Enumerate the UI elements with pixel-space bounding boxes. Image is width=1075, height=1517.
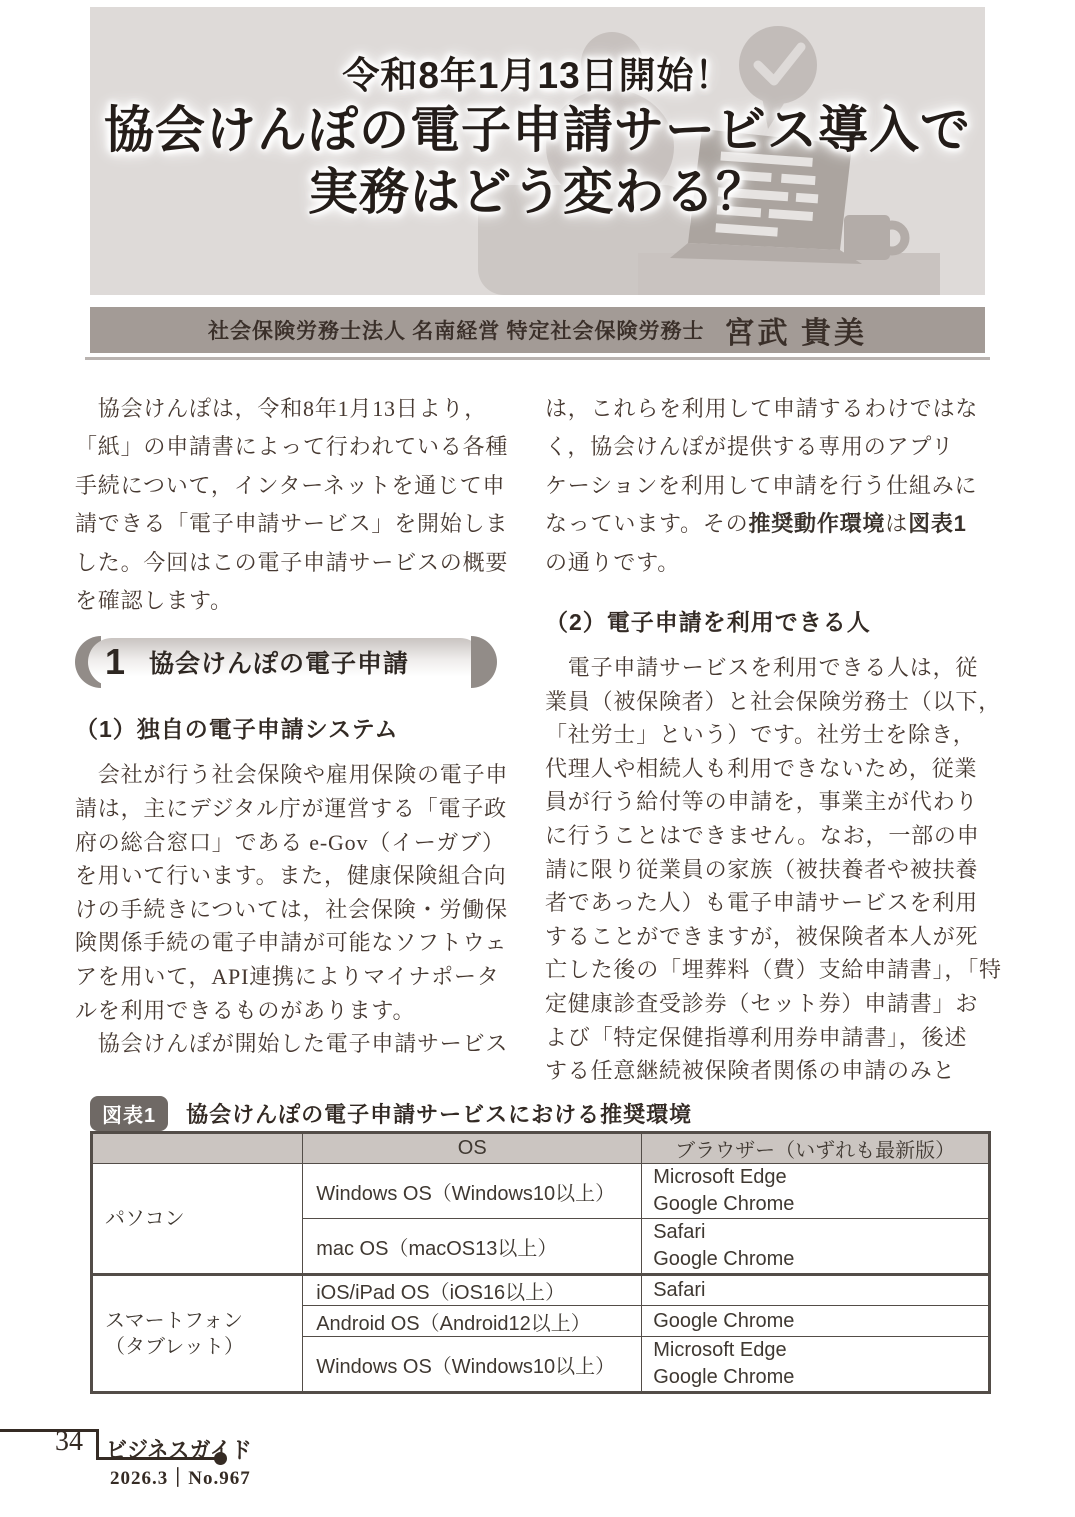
capsule-right-cap [471,636,497,688]
page-number: 34 [55,1426,83,1457]
section-1-heading [75,635,511,689]
section-title: 協会けんぽの電子申請 [149,650,410,679]
article-title [90,53,985,223]
device-label-smartphone [92,1275,303,1393]
os-cell: Android OS（Android12以上） [303,1306,642,1337]
text-line: 代理人や相続人も利用できないため，従業 [545,755,978,781]
text-line: 「紙」の申請書によって行われている各種 [75,434,509,460]
text-line: に行うことはできません。なお，一部の申 [545,823,980,848]
text-line: 会社が行う社会保険や雇用保険の電子申 [75,762,509,788]
device-label-line: （タブレット） [105,1335,244,1358]
right-column [545,390,1002,1088]
footer-rule-vertical [96,1429,99,1460]
browser-line: Google Chrome [653,1248,795,1270]
title-line-2: 協会けんぽの電子申請サービス導入で [104,102,971,158]
figure-caption [90,1096,692,1131]
header-device [92,1133,303,1164]
text-line: 協会けんぽは，令和8年1月13日より， [75,396,488,421]
browser-cell [642,1337,990,1393]
os-cell: mac OS（macOS13以上） [303,1219,642,1275]
browser-cell [642,1306,990,1337]
table-row [92,1164,990,1219]
os-cell: Windows OS（Windows10以上） [303,1337,642,1393]
body-paragraph-left [75,758,511,1060]
header-browser: ブラウザー（いずれも最新版） [642,1133,990,1164]
browser-cell [642,1164,990,1219]
text-line: く，協会けんぽが提供する専用のアプリ [545,434,955,460]
text-line: の通りです。 [545,549,681,575]
text-line: 亡した後の「埋葬料（費）支給申請書」，「特 [545,957,1002,983]
intro-paragraph [75,390,511,620]
figure-badge: 図表1 [90,1096,168,1131]
text-line: アを用いて，API連携によりマイナポータ [75,964,500,989]
text-line: 協会けんぽが開始した電子申請サービス [75,1031,509,1057]
text-line: 業員（被保険者）と社会保険労務士（以下， [545,688,1002,714]
browser-line: Google Chrome [653,1366,795,1388]
divider-rule [85,357,990,360]
author-name: 宮武 貴美 [724,317,867,350]
browser-cell [642,1275,990,1306]
author-bar [90,307,985,353]
author-affiliation: 社会保険労務士法人 名南経営 特定社会保険労務士 [208,319,705,343]
issue-number: 2026.3｜No.967 [110,1468,251,1489]
browser-line: Google Chrome [653,1309,795,1332]
browser-line: Google Chrome [653,1193,795,1215]
browser-line: Microsoft Edge [653,1339,787,1361]
os-cell: iOS/iPad OS（iOS16以上） [303,1275,642,1306]
table-header-row [92,1133,990,1164]
section-number: 1 [105,641,126,683]
browser-line: Safari [653,1279,706,1301]
text-line: 「社労士」という）です。社労士を除き， [545,722,976,748]
text-line: よび「特定保健指導利用券申請書」，後述 [545,1024,968,1050]
magazine-logo: ビジネスガイド [106,1438,252,1464]
text-line: 電子申請サービスを利用できる人は，従 [545,655,979,681]
text-line: 請に限り従業員の家族（被扶養者や被扶養 [545,856,979,882]
text-line: 請できる「電子申請サービス」を開始しま [75,511,509,537]
browser-line: Safari [653,1221,706,1243]
text-line: 手続について，インターネットを通じて申 [75,472,506,498]
text-line: 険関係手続の電子申請が可能なソフトウェ [75,930,508,956]
figure-title: 協会けんぽの電子申請サービスにおける推奨環境 [186,1102,693,1127]
title-line-3: 実務はどう変わる？ [308,164,767,220]
browser-cell [642,1219,990,1275]
left-column [75,390,511,1061]
text-line: けの手続きについては，社会保険・労働保 [75,896,508,922]
text-line: 請は，主にデジタル庁が運営する「電子政 [75,796,507,822]
text-line: ケーションを利用して申請を行う仕組みに [545,472,978,498]
body-paragraph-right-2 [545,651,1002,1088]
text-line: ルを利用できるものがあります。 [75,997,416,1023]
text-line: 者であった人）も電子申請サービスを利用 [545,890,978,916]
text-line: 府の総合窓口」である e-Gov（イーガブ） [75,829,505,855]
text-line: なっています。その推奨動作環境は図表1 [545,511,967,537]
text-line: を確認します。 [75,588,233,614]
title-line-1: 令和8年1月13日開始！ [342,55,733,96]
text-line: は，これらを利用して申請するわけではな [545,396,979,421]
text-line: 員が行う給付等の申請を，事業主が代わり [545,789,979,815]
text-line: を用いて行います。また，健康保険組合向 [75,863,507,889]
table-row [92,1275,990,1306]
text-line: することができますが，被保険者本人が死 [545,923,979,949]
header-illustration-panel [90,7,985,295]
text-line: した。今回はこの電子申請サービスの概要 [75,549,509,575]
device-label-pc [92,1164,303,1275]
text-line: する任意継続被保険者関係の申請のみと [545,1058,956,1084]
subheading-2: （2）電子申請を利用できる人 [545,609,871,636]
browser-line: Microsoft Edge [653,1166,787,1188]
recommended-environment-table [90,1131,991,1394]
footer-rule-top [0,1429,98,1432]
device-label-line: パソコン [105,1207,185,1230]
text-line: 定健康診査受診券（セット券）申請書」お [545,990,979,1016]
subheading-1: （1）独自の電子申請システム [75,716,399,743]
device-label-line: スマートフォン [105,1309,243,1332]
header-os: OS [303,1133,642,1164]
body-paragraph-right-1 [545,390,985,582]
os-cell: Windows OS（Windows10以上） [303,1164,642,1219]
